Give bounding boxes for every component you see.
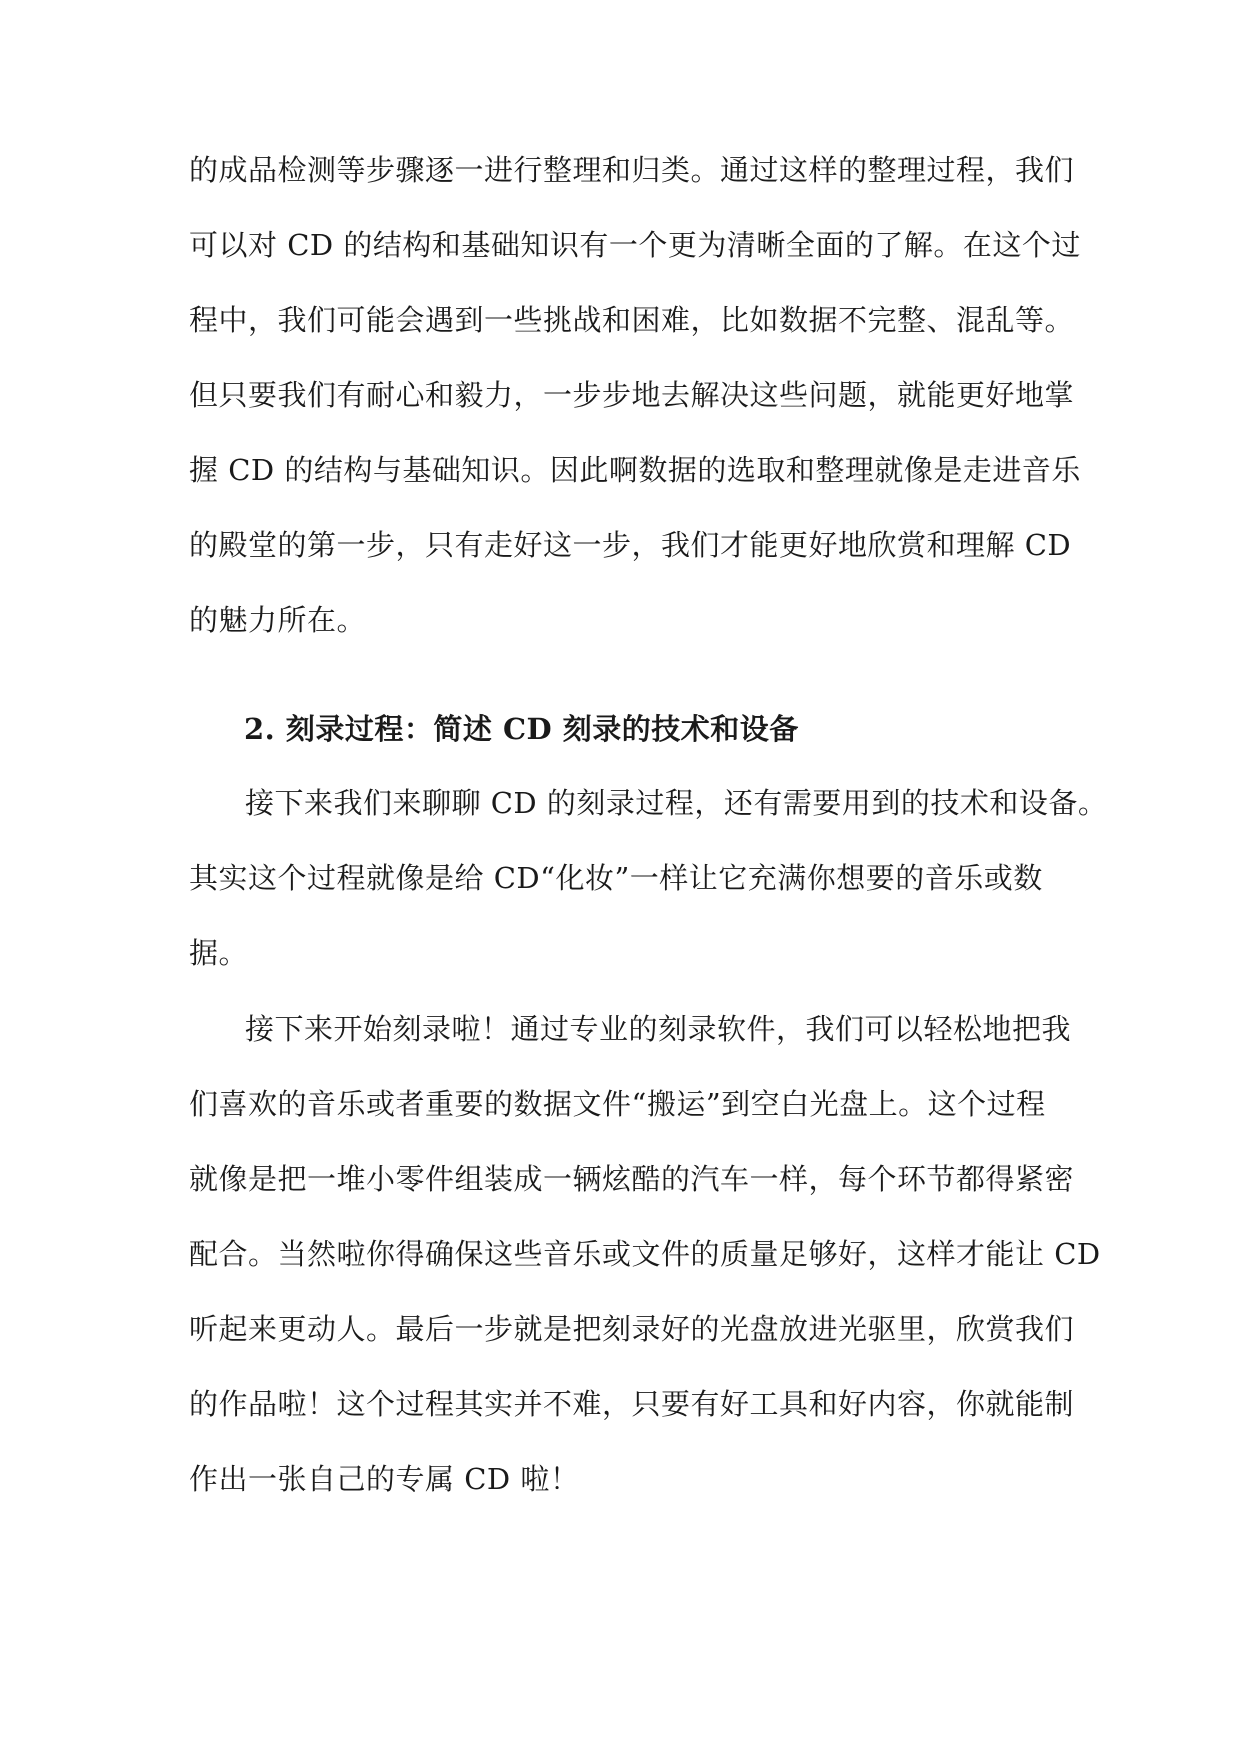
- paragraph-line: 程中，我们可能会遇到一些挑战和困难，比如数据不完整、混乱等。: [189, 303, 1075, 337]
- section-heading: 2. 刻录过程：简述 CD 刻录的技术和设备: [244, 712, 799, 746]
- paragraph-line: 接下来我们来聊聊 CD 的刻录过程，还有需要用到的技术和设备。: [245, 786, 1108, 820]
- paragraph-line: 据。: [189, 936, 249, 970]
- paragraph-line: 但只要我们有耐心和毅力，一步步地去解决这些问题，就能更好地掌: [189, 378, 1075, 412]
- paragraph-line: 接下来开始刻录啦！通过专业的刻录软件，我们可以轻松地把我: [245, 1012, 1072, 1046]
- paragraph-line: 配合。当然啦你得确保这些音乐或文件的质量足够好，这样才能让 CD: [189, 1237, 1101, 1271]
- paragraph-line: 的魅力所在。: [189, 603, 367, 637]
- paragraph-line: 可以对 CD 的结构和基础知识有一个更为清晰全面的了解。在这个过: [189, 228, 1081, 262]
- paragraph-line: 就像是把一堆小零件组装成一辆炫酷的汽车一样，每个环节都得紧密: [189, 1162, 1075, 1196]
- paragraph-line: 听起来更动人。最后一步就是把刻录好的光盘放进光驱里，欣赏我们: [189, 1312, 1075, 1346]
- paragraph-line: 的作品啦！这个过程其实并不难，只要有好工具和好内容，你就能制: [189, 1387, 1075, 1421]
- paragraph-line: 作出一张自己的专属 CD 啦！: [189, 1462, 580, 1496]
- paragraph-line: 其实这个过程就像是给 CD“化妆”一样让它充满你想要的音乐或数: [189, 861, 1043, 895]
- paragraph-line: 们喜欢的音乐或者重要的数据文件“搬运”到空白光盘上。这个过程: [189, 1087, 1046, 1121]
- paragraph-line: 的殿堂的第一步，只有走好这一步，我们才能更好地欣赏和理解 CD: [189, 528, 1072, 562]
- paragraph-line: 的成品检测等步骤逐一进行整理和归类。通过这样的整理过程，我们: [189, 153, 1075, 187]
- paragraph-line: 握 CD 的结构与基础知识。因此啊数据的选取和整理就像是走进音乐: [189, 453, 1081, 487]
